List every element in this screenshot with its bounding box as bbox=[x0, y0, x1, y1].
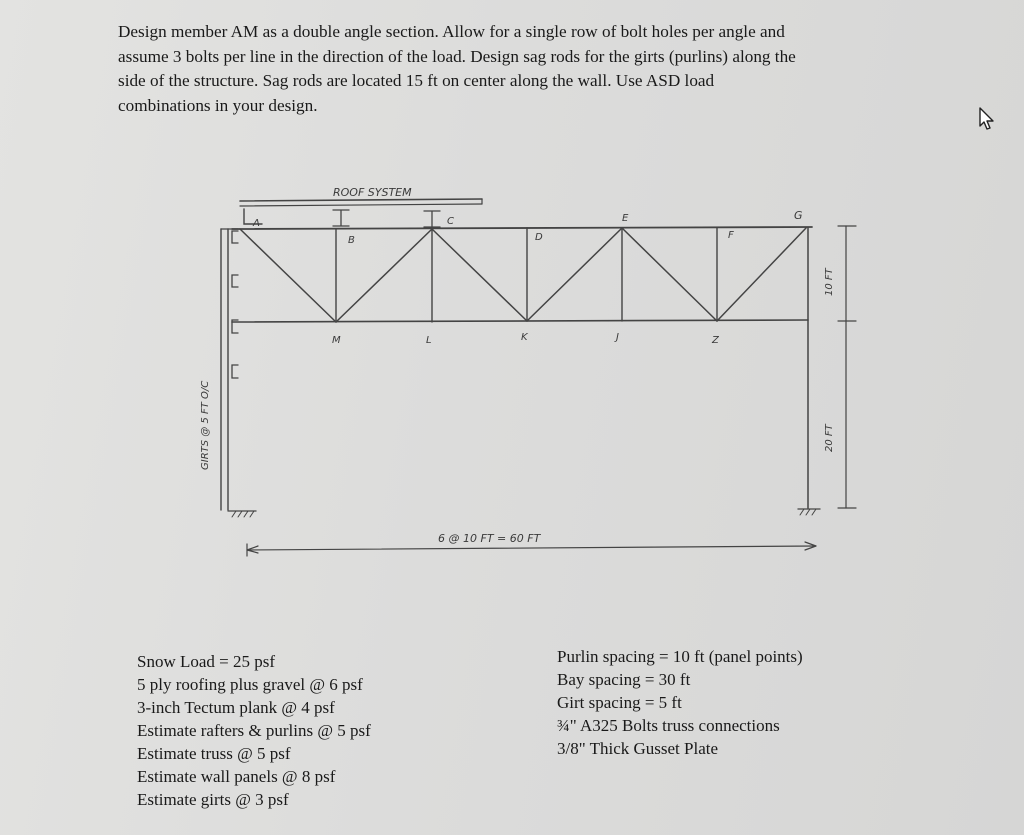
parameter-item: ¾" A325 Bolts truss connections bbox=[557, 716, 780, 735]
design-parameters bbox=[557, 645, 803, 760]
node-label-z: Z bbox=[712, 335, 719, 346]
node-label-d: D bbox=[535, 232, 543, 243]
roof-system-bar bbox=[240, 199, 482, 201]
parameter-item: Bay spacing = 30 ft bbox=[557, 670, 691, 689]
parameter-item: Purlin spacing = 10 ft (panel points) bbox=[557, 647, 803, 666]
roof-system-label: ROOF SYSTEM bbox=[333, 186, 412, 199]
load-item: 5 ply roofing plus gravel @ 6 psf bbox=[137, 675, 363, 694]
truss-depth-label: 10 FT bbox=[824, 268, 835, 296]
node-label-m: M bbox=[332, 335, 341, 346]
node-label-f: F bbox=[728, 230, 734, 241]
bottom-chord bbox=[232, 320, 808, 322]
problem-line: Design member AM as a double angle section. Allow for a single row of bolt holes per angle and bbox=[118, 22, 785, 41]
node-label-l: L bbox=[426, 335, 432, 346]
load-list bbox=[137, 650, 371, 811]
node-label-j: J bbox=[616, 332, 619, 343]
load-item: Estimate girts @ 3 psf bbox=[137, 790, 289, 809]
load-item: Estimate truss @ 5 psf bbox=[137, 744, 291, 763]
problem-line: combinations in your design. bbox=[118, 95, 318, 115]
span-dimension bbox=[247, 546, 816, 550]
purlin-i-c bbox=[424, 211, 440, 227]
load-item: Estimate rafters & purlins @ 5 psf bbox=[137, 721, 371, 740]
span-label: 6 @ 10 FT = 60 FT bbox=[438, 532, 541, 545]
parameter-item: Girt spacing = 5 ft bbox=[557, 693, 682, 712]
node-label-k: K bbox=[521, 332, 528, 343]
girt bbox=[232, 275, 238, 287]
parameter-item: 3/8" Thick Gusset Plate bbox=[557, 739, 719, 758]
load-item: 3-inch Tectum plank @ 4 psf bbox=[137, 698, 335, 717]
girt bbox=[232, 231, 238, 243]
top-chord bbox=[232, 227, 812, 229]
column-height-label: 20 FT bbox=[824, 424, 835, 452]
girts-label: GIRTS @ 5 FT O/C bbox=[200, 380, 211, 470]
load-item: Snow Load = 25 psf bbox=[137, 652, 276, 671]
member-am bbox=[240, 229, 336, 322]
node-label-a: A bbox=[253, 218, 260, 229]
problem-line: assume 3 bolts per line in the direction of the load. Design sag rods for the girts (purlins) along the bbox=[118, 46, 796, 66]
node-label-g: G bbox=[794, 209, 803, 222]
problem-line: side of the structure. Sag rods are located 15 ft on center along the wall. Use ASD load bbox=[118, 71, 715, 90]
load-item: Estimate wall panels @ 8 psf bbox=[137, 767, 336, 786]
node-label-c: C bbox=[447, 216, 454, 227]
node-label-b: B bbox=[348, 235, 355, 246]
node-label-e: E bbox=[622, 213, 629, 224]
purlin-i-b bbox=[333, 210, 349, 226]
girt bbox=[232, 365, 238, 378]
